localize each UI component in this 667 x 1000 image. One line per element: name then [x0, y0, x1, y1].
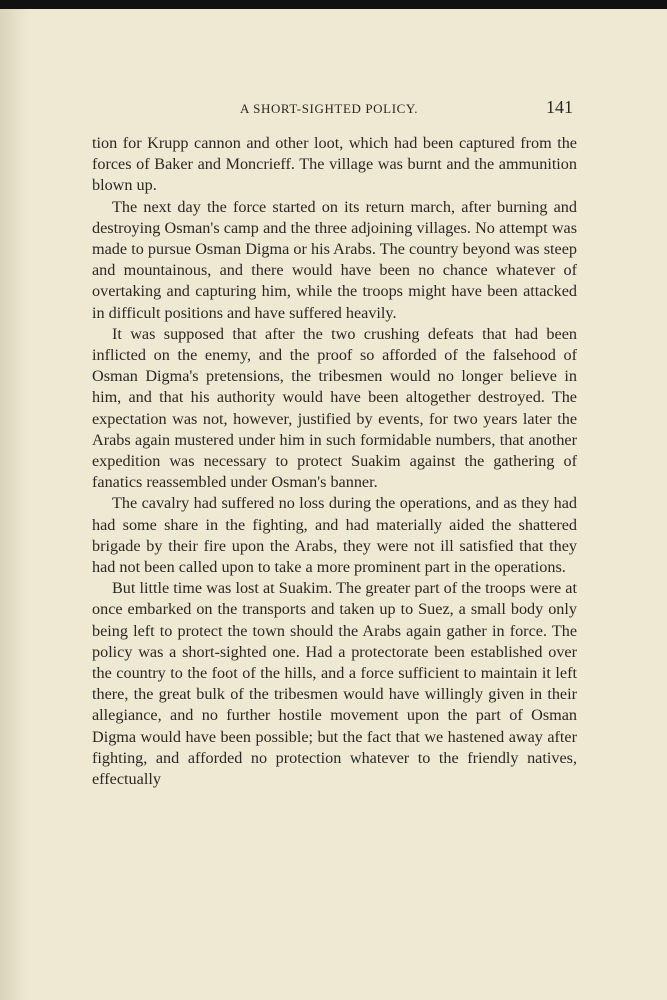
body-text	[92, 133, 577, 790]
page-number: 141	[546, 97, 573, 117]
spine-shadow	[0, 9, 30, 1000]
page-top-edge	[0, 0, 667, 9]
paragraph-4: The cavalry had suffered no loss during the operations, and as they had had some share in the fighting, and had materially aided the shattered brigade by their fire upon the Arabs, they were not ill satisfied that they had not been called upon to take a more prominent part in the operations.	[92, 494, 577, 577]
page-header	[92, 97, 577, 121]
paragraph-3: It was supposed that after the two crushing defeats that had been inflicted on the enemy, and the proof so afforded of the falsehood of Osman Digma's pretensions, the tribesmen would no longer believe in him, and that his authority would have been altogether destroyed. The expectation was not, however, justified by events, for two years later the Arabs again mustered under him in such formidable numbers, that another expedition was necessary to protect Suakim against the gathering of fanatics reassembled under Osman's banner.	[92, 324, 577, 492]
paragraph-5: But little time was lost at Suakim. The greater part of the troops were at once embarked on the transports and taken up to Suez, a small body only being left to protect the town should the Arabs again gather in force. The policy was a short-sighted one. Had a protectorate been established over the country to the foot of the hills, and a force sufficient to maintain it left there, the great bulk of the tribesmen would have willingly given in their allegiance, and no further hostile movement upon the part of Osman Digma would have been possible; but the fact that we hastened away after fighting, and afforded no protection whatever to the friendly natives, effectually	[92, 579, 577, 789]
running-title: A SHORT-SIGHTED POLICY.	[240, 101, 419, 116]
paragraph-1: tion for Krupp cannon and other loot, which had been captured from the forces of Baker and Moncrieff. The village was burnt and the ammunition blown up.	[92, 134, 577, 195]
paragraph-2: The next day the force started on its return march, after burning and destroying Osman's camp and the three adjoining villages. No attempt was made to pursue Osman Digma or his Arabs. The country beyond was steep and mountainous, and there would have been no chance whatever of overtaking and capturing him, while the troops might have been attacked in difficult positions and have suffered heavily.	[92, 197, 577, 322]
